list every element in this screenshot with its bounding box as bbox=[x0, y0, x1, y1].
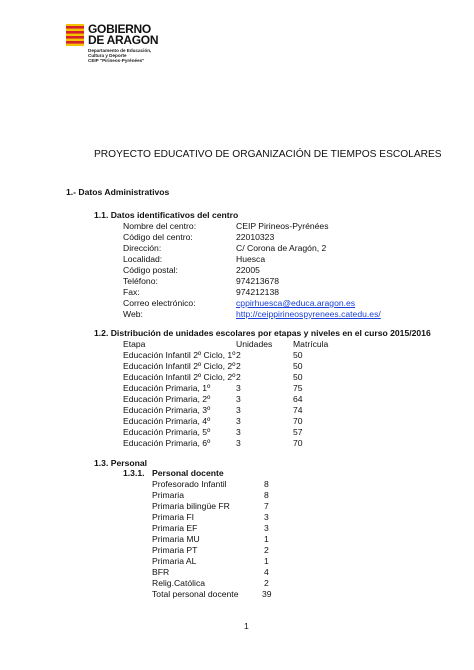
table-cell: Educación Primaria, 3º bbox=[123, 405, 211, 415]
logo-org-line1: GOBIERNO bbox=[88, 22, 151, 36]
staff-label: Primaria EF bbox=[152, 523, 198, 533]
detail-value: 22005 bbox=[236, 265, 260, 275]
table-cell: 3 bbox=[236, 383, 241, 393]
table-cell: Educación Primaria, 1º bbox=[123, 383, 211, 393]
table-cell: 64 bbox=[293, 394, 303, 404]
staff-count: 39 bbox=[262, 589, 272, 599]
detail-value: 22010323 bbox=[236, 232, 275, 242]
document-title: PROYECTO EDUCATIVO DE ORGANIZACIÓN DE TIEMPOS ESCOLARES bbox=[94, 149, 442, 160]
staff-label: Primaria AL bbox=[152, 556, 197, 566]
staff-count: 2 bbox=[264, 545, 269, 555]
detail-label: Teléfono: bbox=[123, 276, 158, 286]
subsection-1-3-1-heading: Personal docente bbox=[152, 468, 224, 478]
detail-label: Código del centro: bbox=[123, 232, 193, 242]
table-cell: 3 bbox=[236, 416, 241, 426]
staff-label: Relig.Católica bbox=[152, 578, 206, 588]
detail-value: Huesca bbox=[236, 254, 266, 264]
logo-sub-line1: Departamento de Educación, bbox=[88, 48, 152, 53]
column-header-unidades: Unidades bbox=[236, 339, 273, 349]
table-cell: 3 bbox=[236, 394, 241, 404]
staff-label: Primaria bilingüe FR bbox=[152, 501, 230, 511]
staff-count: 8 bbox=[264, 479, 269, 489]
table-cell: 50 bbox=[293, 350, 303, 360]
staff-count: 2 bbox=[264, 578, 269, 588]
staff-count: 7 bbox=[264, 501, 269, 511]
table-cell: Educación Primaria, 6º bbox=[123, 438, 211, 448]
table-cell: 75 bbox=[293, 383, 303, 393]
detail-label: Fax: bbox=[123, 287, 140, 297]
logo-sub-line3: CEIP "Pirineos-Pyrénées" bbox=[88, 58, 145, 63]
subsection-1-3-1-number: 1.3.1. bbox=[123, 468, 145, 478]
table-cell: 3 bbox=[236, 427, 241, 437]
detail-label: Nombre del centro: bbox=[123, 221, 197, 231]
table-cell: 50 bbox=[293, 372, 303, 382]
detail-label: Correo electrónico: bbox=[123, 298, 196, 308]
table-cell: 2 bbox=[236, 350, 241, 360]
table-cell: Educación Infantil 2º Ciclo, 2º bbox=[123, 372, 236, 382]
logo-sub-line2: Cultura y Deporte bbox=[88, 53, 127, 58]
detail-value: C/ Corona de Aragón, 2 bbox=[236, 243, 327, 253]
table-cell: Educación Infantil 2º Ciclo, 1º bbox=[123, 350, 236, 360]
detail-value: CEIP Pirineos-Pyrénées bbox=[236, 221, 329, 231]
table-cell: 2 bbox=[236, 361, 241, 371]
detail-label: Código postal: bbox=[123, 265, 178, 275]
section-1-heading: 1.- Datos Administrativos bbox=[66, 187, 170, 197]
detail-value: 974213678 bbox=[236, 276, 280, 286]
table-cell: 2 bbox=[236, 372, 241, 382]
staff-label: BFR bbox=[152, 567, 170, 577]
staff-count: 4 bbox=[264, 567, 269, 577]
subsection-1-3-heading: 1.3. Personal bbox=[94, 458, 148, 468]
table-cell: 3 bbox=[236, 438, 241, 448]
staff-label: Primaria MU bbox=[152, 534, 200, 544]
staff-count: 1 bbox=[264, 556, 269, 566]
staff-count: 3 bbox=[264, 523, 269, 533]
staff-count: 1 bbox=[264, 534, 269, 544]
aragon-flag-icon bbox=[66, 24, 84, 46]
table-cell: Educación Primaria, 5º bbox=[123, 427, 211, 437]
staff-label: Primaria PT bbox=[152, 545, 198, 555]
web-link[interactable]: http://ceippirineospyrenees.catedu.es/ bbox=[236, 309, 381, 319]
table-cell: 3 bbox=[236, 405, 241, 415]
column-header-etapa: Etapa bbox=[123, 339, 146, 349]
table-cell: 70 bbox=[293, 438, 303, 448]
table-cell: Educación Primaria, 2º bbox=[123, 394, 211, 404]
subsection-1-2-heading: 1.2. Distribución de unidades escolares por etapas y niveles en el curso 2015/2016 bbox=[94, 328, 431, 338]
detail-label: Localidad: bbox=[123, 254, 163, 264]
page-number: 1 bbox=[244, 621, 249, 631]
table-cell: Educación Primaria, 4º bbox=[123, 416, 211, 426]
detail-label: Dirección: bbox=[123, 243, 162, 253]
table-cell: 50 bbox=[293, 361, 303, 371]
table-cell: Educación Infantil 2º Ciclo, 2º bbox=[123, 361, 236, 371]
staff-count: 3 bbox=[264, 512, 269, 522]
staff-label: Total personal docente bbox=[152, 589, 239, 599]
table-cell: 57 bbox=[293, 427, 303, 437]
staff-count: 8 bbox=[264, 490, 269, 500]
staff-label: Primaria bbox=[152, 490, 184, 500]
logo-org-line2: DE ARAGON bbox=[88, 33, 159, 47]
email-link[interactable]: cppirhuesca@educa.aragon.es bbox=[236, 298, 356, 308]
staff-label: Profesorado Infantil bbox=[152, 479, 227, 489]
table-cell: 70 bbox=[293, 416, 303, 426]
subsection-1-1-heading: 1.1. Datos identificativos del centro bbox=[94, 210, 239, 220]
detail-value: 974212138 bbox=[236, 287, 280, 297]
detail-label: Web: bbox=[123, 309, 143, 319]
staff-label: Primaria FI bbox=[152, 512, 195, 522]
table-cell: 74 bbox=[293, 405, 303, 415]
column-header-matricula: Matrícula bbox=[293, 339, 329, 349]
